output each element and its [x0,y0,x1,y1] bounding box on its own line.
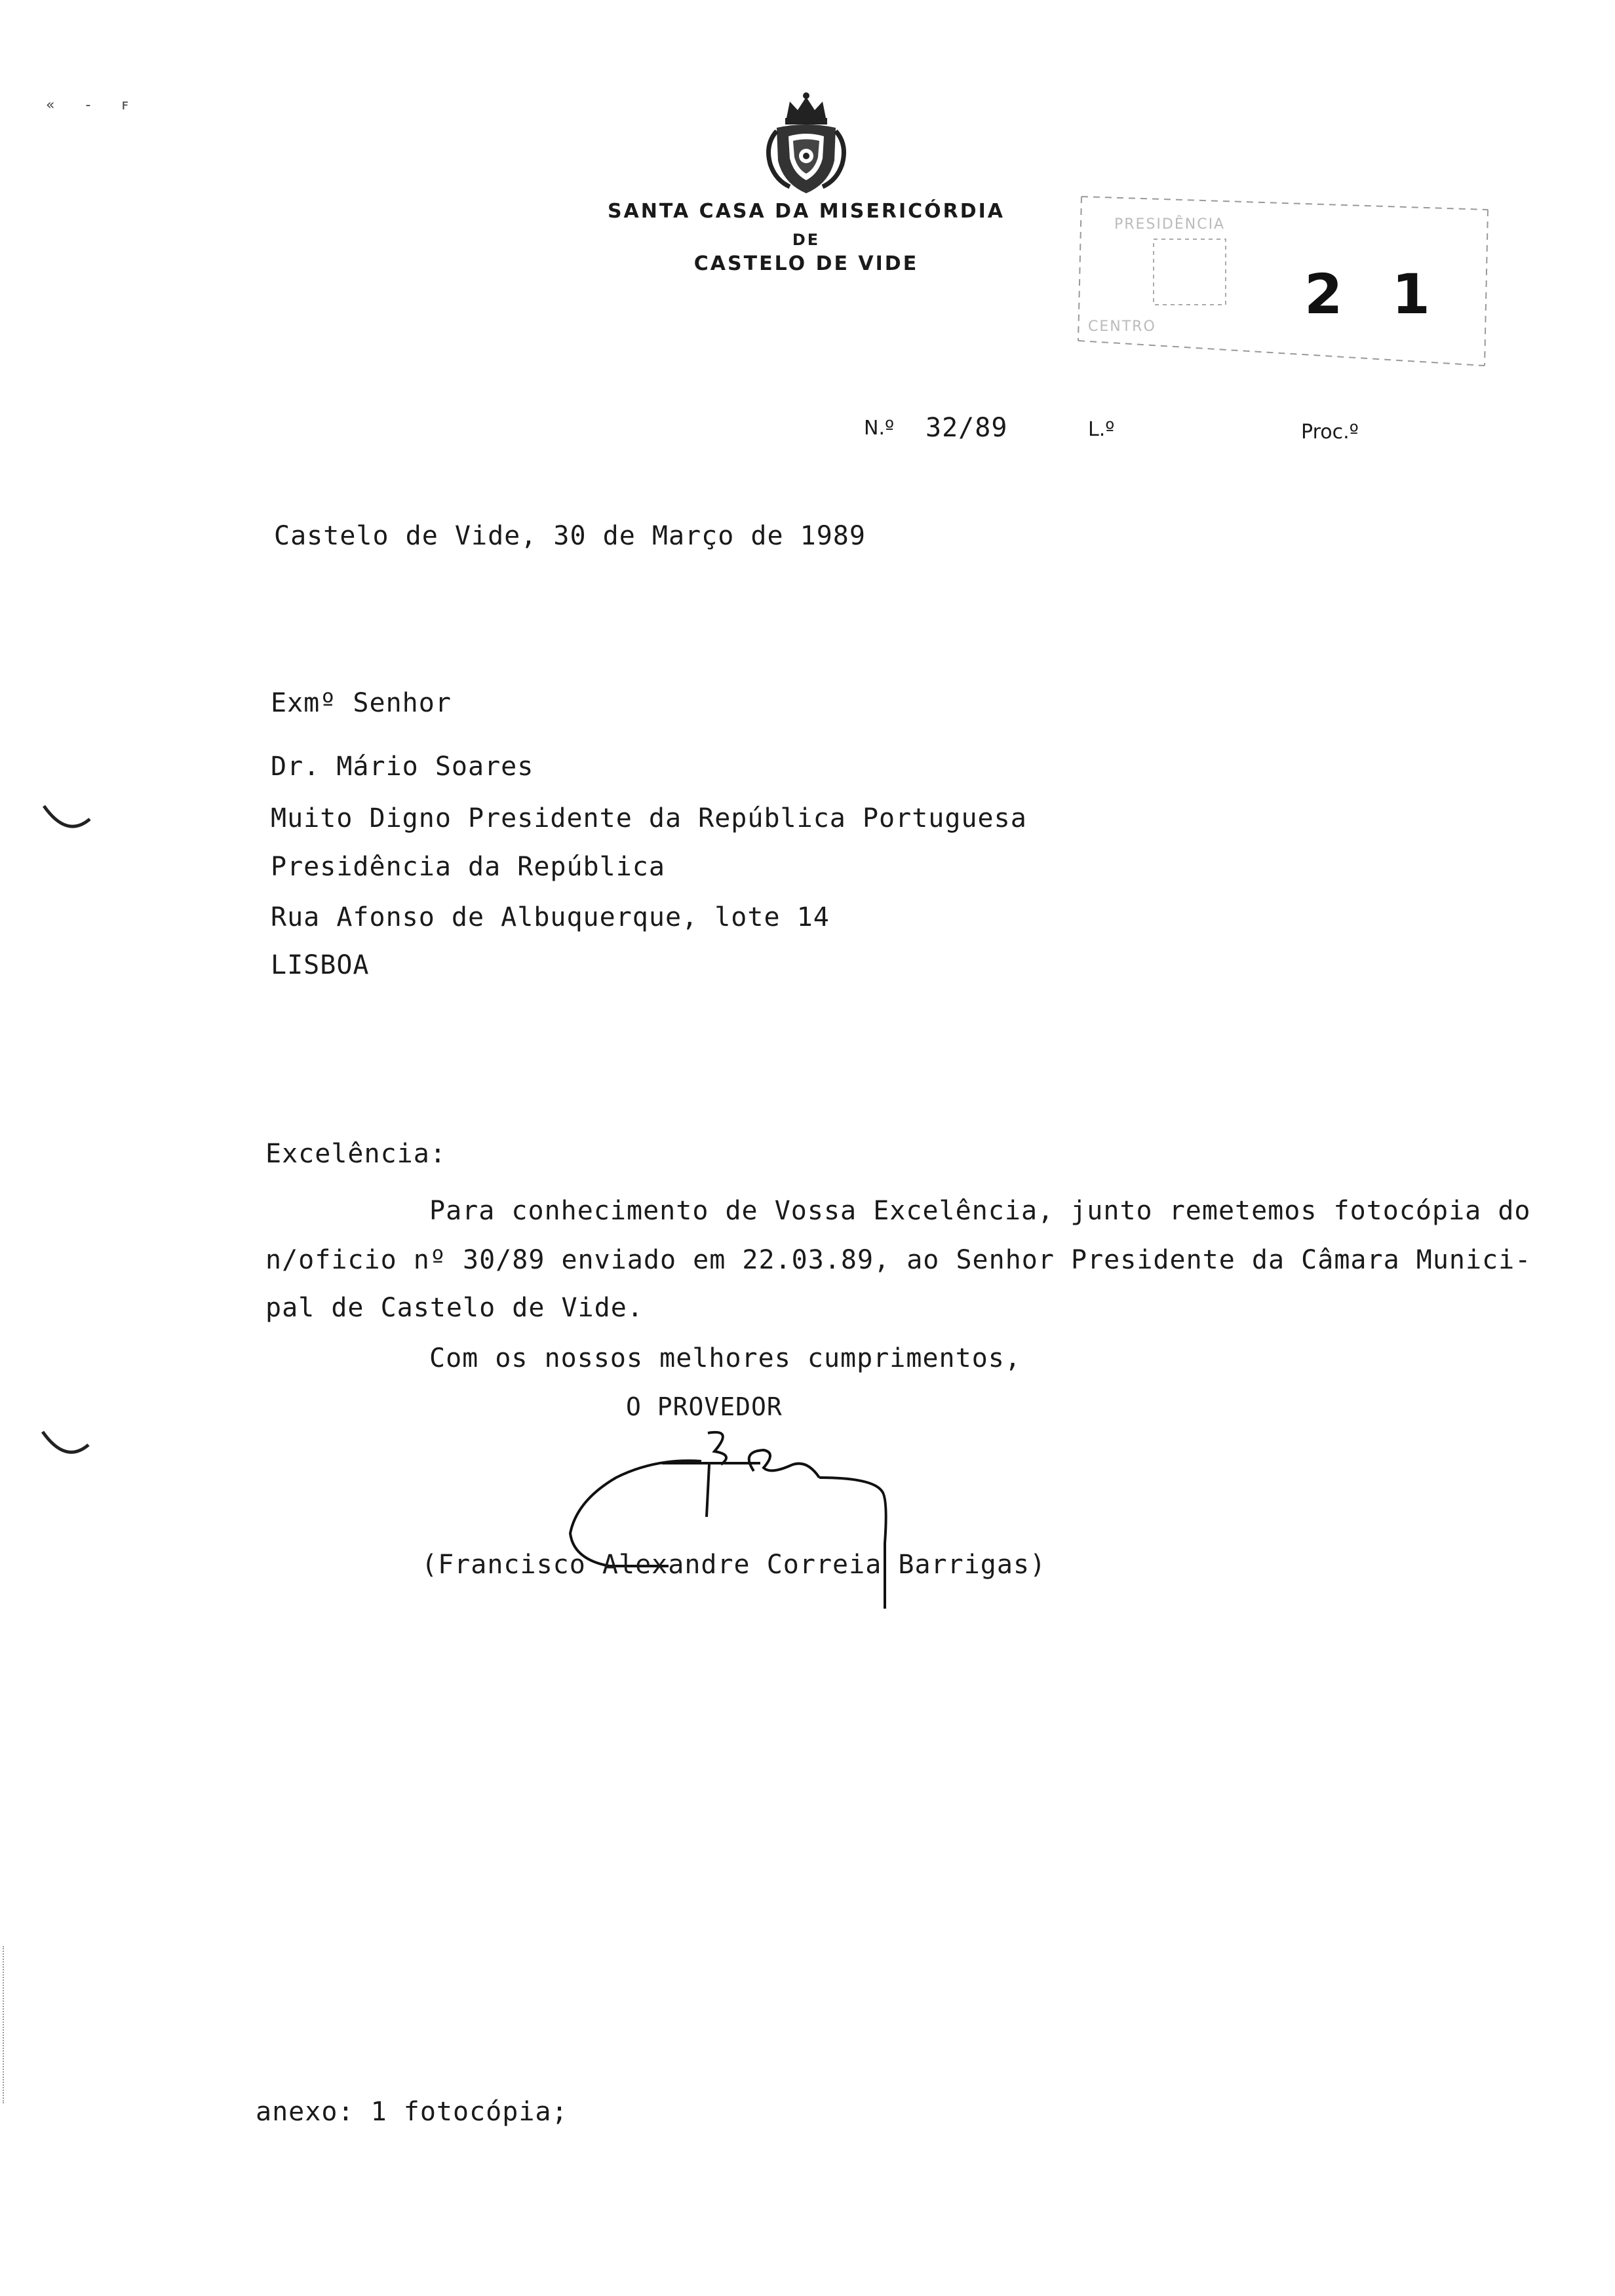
recipient-name: Dr. Mário Soares [271,752,534,782]
closing: Com os nossos melhores cumprimentos, [429,1343,1021,1373]
place-date: Castelo de Vide, 30 de Março de 1989 [274,521,866,551]
signer-name: (Francisco Alexandre Correia Barrigas) [421,1550,1047,1580]
ref-number-label: N.º [864,417,895,440]
salutation-top: Exmº Senhor [271,688,452,718]
body-line-3: pal de Castelo de Vide. [265,1293,644,1323]
punch-hole-mark [41,803,93,838]
punch-hole-mark-2 [39,1428,92,1464]
institution-place: CASTELO DE VIDE [693,252,919,275]
annex: anexo: 1 fotocópia; [256,2097,568,2127]
institution-name-de: DE [792,231,821,249]
signature-icon [537,1425,905,1624]
recipient-street: Rua Afonso de Albuquerque, lote 14 [271,902,830,932]
stamp-faint-label-2: CENTRO [1088,318,1156,335]
greeting: Excelência: [265,1139,446,1169]
stamp-faint-label: PRESIDÊNCIA [1114,216,1226,233]
scan-mark: « - ꜰ [46,97,142,113]
stamp-number: 21 [1304,262,1479,326]
scan-edge-line [3,1946,5,2103]
signer-title: O PROVEDOR [626,1392,783,1421]
coat-of-arms-icon [764,92,849,199]
institution-name: SANTA CASA DA MISERICÓRDIA [607,200,1005,223]
recipient-city: LISBOA [271,950,370,980]
ref-proc-label: Proc.º [1301,421,1359,444]
recipient-office: Presidência da República [271,852,665,882]
body-line-1: Para conhecimento de Vossa Excelência, junto remetemos fotocópia do [429,1196,1531,1226]
body-line-2: n/oficio nº 30/89 enviado em 22.03.89, ao Senhor Presidente da Câmara Munici- [265,1245,1532,1275]
ref-book-label: L.º [1088,418,1115,441]
recipient-title: Muito Digno Presidente da República Portuguesa [271,803,1027,833]
ref-number: 32/89 [925,413,1008,443]
